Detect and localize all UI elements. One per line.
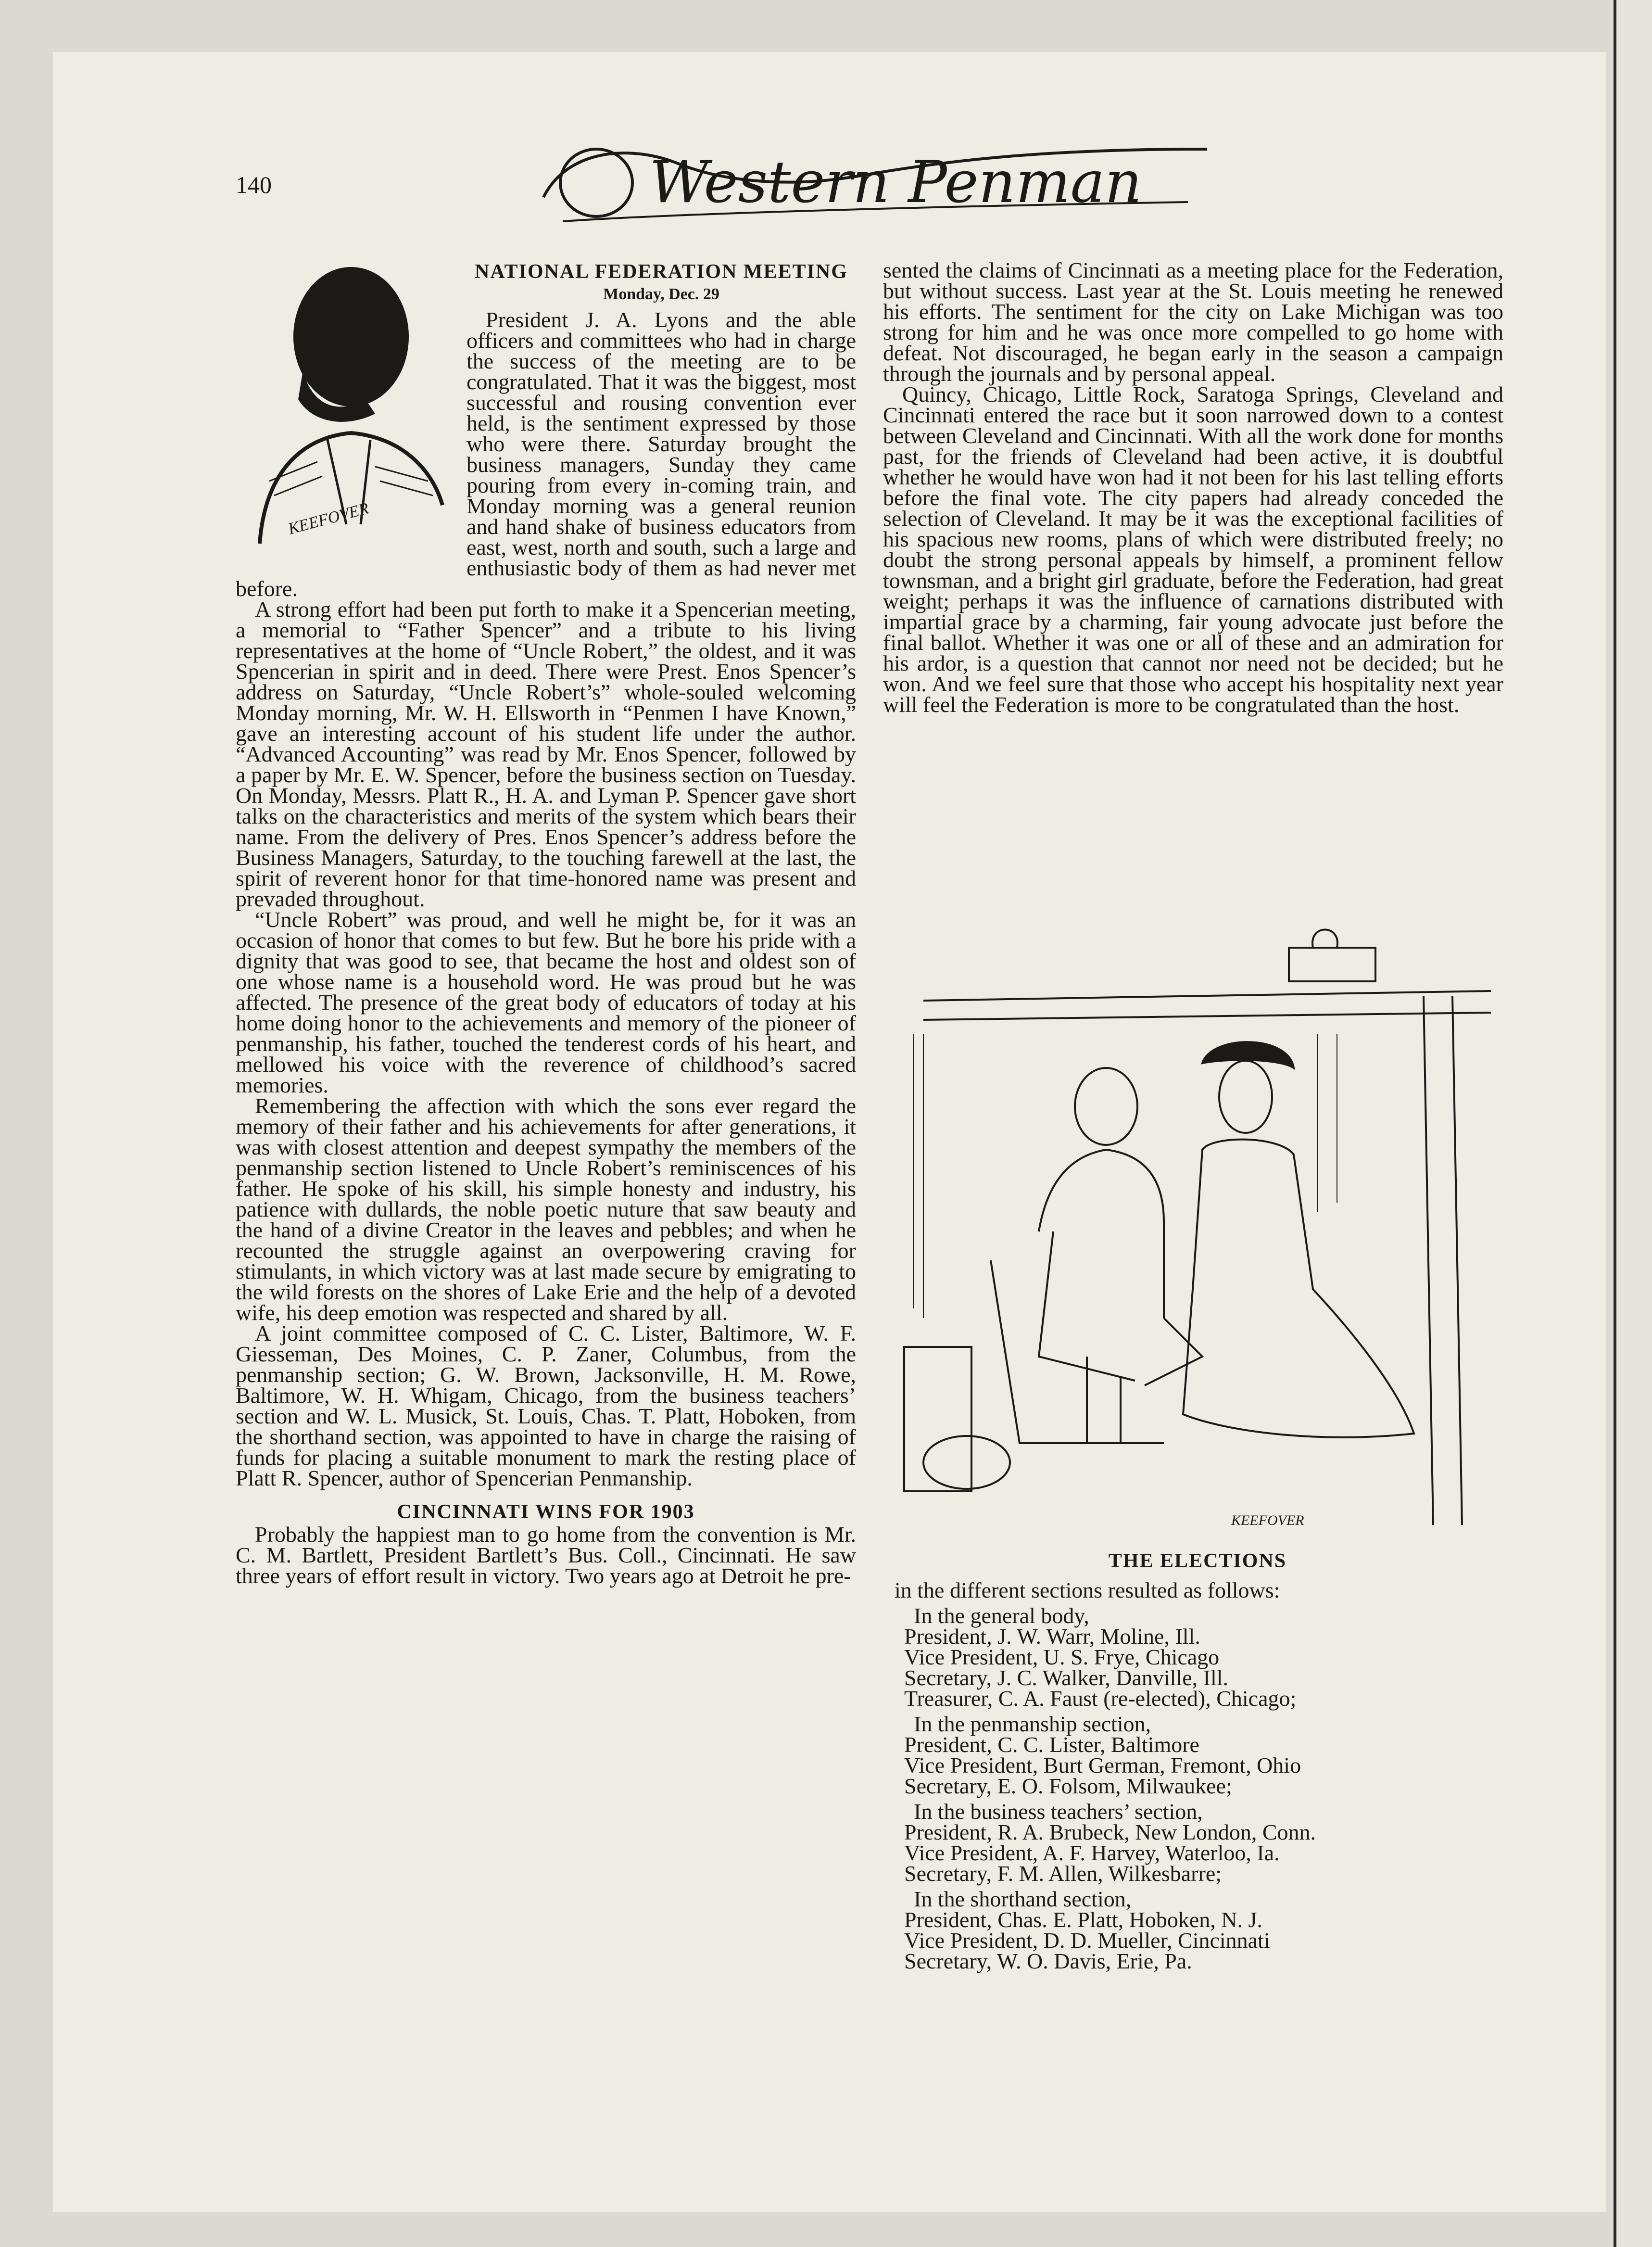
heading-federation: NATIONAL FEDERATION MEETING [475, 261, 848, 283]
officer-line: President, J. W. Warr, Moline, Ill. [904, 1624, 1200, 1649]
paragraph: “Uncle Robert” was proud, and well he might be, for it was an occasion of honor that comes to but few. But he bore his pride with a dignity that was good to see, that became the host and oldest son of one whose name is a household word. He was proud but he was affected. The presence of the great body of educators of today at his home doing honor to the achievements and memory of the pioneer of penmanship, his father, touched the tenderest cords of his heart, and mellowed his voice with the reverence of childhood’s sacred memories. [236, 907, 856, 1097]
paragraph: A strong effort had been put forth to make it a Spencerian meeting, a memorial to “Father Spencer” and a tribute to his living representatives at the home of “Uncle Robert,” the oldest, and it was Spencerian in spirit and in deed. There were Prest. Enos Spencer’s address on Saturday, “Uncle Robert’s” whole-souled welcoming Monday morning, Mr. W. H. Ellsworth in “Penmen I have Known,” gave an interesting account of his student life under the author. “Advanced Accounting” was read by Mr. Enos Spencer, followed by a paper by Mr. E. W. Spencer, before the business section on Tuesday. On Monday, Messrs. Platt R., H. A. and Lyman P. Spencer gave short talks on the characteristics and merits of the system which bears their name. From the delivery of Pres. Enos Spencer’s address before the Business Managers, Saturday, to the touching farewell at the last, the spirit of reverent honor for that time-honored name was present and prevaded throughout. [236, 597, 856, 911]
left-column [236, 260, 856, 1586]
paragraph: President J. A. Lyons and the able officers and committees who had in charge the success of the meeting are to be congratulated. That it was the biggest, most successful and rousing convention ever held, is the sentiment expressed by those who were there. Saturday brought the business managers, Sunday they came pouring from every in-coming train, and Monday morning was a general reunion and hand shake of business educators from east, west, north and south, such a large and enthusiastic body of them as had never met before. [236, 307, 856, 601]
heading-cincinnati: CINCINNATI WINS FOR 1903 [397, 1501, 695, 1523]
right-column [883, 260, 1503, 715]
section-label: In the business teachers’ section, [914, 1799, 1203, 1824]
officer-line: President, R. A. Brubeck, New London, Conn. [904, 1820, 1316, 1844]
officer-line: President, Chas. E. Platt, Hoboken, N. J. [904, 1907, 1262, 1932]
officer-line: President, C. C. Lister, Baltimore [904, 1732, 1199, 1757]
page-number: 140 [236, 171, 272, 198]
portrait-signature: KEEFOVER [286, 499, 371, 538]
paragraph: Probably the happiest man to go home from the convention is Mr. C. M. Bartlett, President Bartlett’s Bus. Coll., Cincinnati. He saw three years of effort result in victory. Two years ago at Detroit he pre- [236, 1522, 856, 1588]
officer-line: Vice President, Burt German, Fremont, Ohio [904, 1753, 1301, 1777]
paragraph: Remembering the affection with which the sons ever regard the memory of their father and his achievements for after generations, it was with closest attention and deepest sympathy the members of the penmanship section listened to Uncle Robert’s reminiscences of his father. He spoke of his skill, his simple honesty and industry, his patience with dullards, the noble poetic nuture that saw beauty and the hand of a divine Creator in the leaves and pebbles; and when he recounted the struggle against an overpowering craving for stimulants, in which victory was at last made secure by emigrating to the wild forests on the shores of Lake Erie and the help of a devoted wife, his deep emotion was respected and shared by all. [236, 1093, 856, 1325]
officer-line: Secretary, J. C. Walker, Danville, Ill. [904, 1665, 1229, 1690]
train-couple-illustration [895, 924, 1496, 1530]
masthead-title: Western Penman [649, 149, 1142, 216]
portrait-illustration [231, 255, 462, 558]
officer-line: Treasurer, C. A. Faust (re-elected), Chicago; [904, 1686, 1297, 1711]
officer-line: Secretary, E. O. Folsom, Milwaukee; [904, 1774, 1232, 1798]
paragraph: Quincy, Chicago, Little Rock, Saratoga Springs, Cleveland and Cincinnati entered the race but it soon narrowed down to a contest between Cleveland and Cincinnati. With all the work done for months past, for the friends of Cleveland had been active, it is doubtful whether he would have won had it not been for his last telling efforts before the final vote. The city papers had already conceded the selection of Cleveland. It may be it was the exceptional facilities of his spacious new rooms, plans of which were distributed freely; no doubt the strong personal appeals by himself, a prominent fellow townsman, and a bright girl graduate, before the Federation, had great weight; perhaps it was the influence of carnations distributed with impartial grace by a charming, fair young advocate just before the final ballot. Whether it was one or all of these and an admiration for his ardor, is a question that cannot nor need not be decided; but he won. And we feel sure that those who accept his hospitality next year will feel the Federation is more to be congratulated than the host. [883, 382, 1503, 717]
officer-line: Vice President, D. D. Mueller, Cincinnati [904, 1928, 1270, 1953]
section-label: In the general body, [914, 1603, 1089, 1628]
paragraph: sented the claims of Cincinnati as a meeting place for the Federation, but without success. Last year at the St. Louis meeting he renewed his efforts. The sentiment for the city on Lake Michigan was too strong for him and he was once more compelled to go home with defeat. Not discouraged, he began early in the season a campaign through the journals and by personal appeal. [883, 258, 1503, 386]
officer-line: Secretary, W. O. Davis, Erie, Pa. [904, 1949, 1192, 1973]
officer-line: Secretary, F. M. Allen, Wilkesbarre; [904, 1861, 1222, 1886]
meeting-date: Monday, Dec. 29 [603, 285, 719, 303]
paragraph: A joint committee composed of C. C. Lister, Baltimore, W. F. Giesseman, Des Moines, C. P. Zaner, Columbus, from the penmanship section; G. W. Brown, Jacksonville, H. M. Rowe, Baltimore, W. H. Whigam, Chicago, from the business teachers’ section and W. L. Musick, St. Louis, Chas. T. Platt, Hoboken, from the shorthand section, was appointed to have in charge the raising of funds for placing a suitable monument to mark the resting place of Platt R. Spencer, author of Spencerian Penmanship. [236, 1321, 856, 1490]
masthead-logo [524, 130, 1236, 241]
binding-edge [1614, 0, 1652, 2247]
officer-line: Vice President, A. F. Harvey, Waterloo, Ia. [904, 1841, 1280, 1865]
section-label: In the shorthand section, [914, 1887, 1132, 1911]
section-label: In the penmanship section, [914, 1712, 1151, 1736]
heading-elections: THE ELECTIONS [1108, 1550, 1287, 1572]
elections-intro: in the different sections resulted as follows: [895, 1578, 1280, 1602]
officer-line: Vice President, U. S. Frye, Chicago [904, 1645, 1220, 1669]
elections-section [895, 1549, 1501, 1971]
illustration-signature: KEEFOVER [1231, 1512, 1304, 1528]
